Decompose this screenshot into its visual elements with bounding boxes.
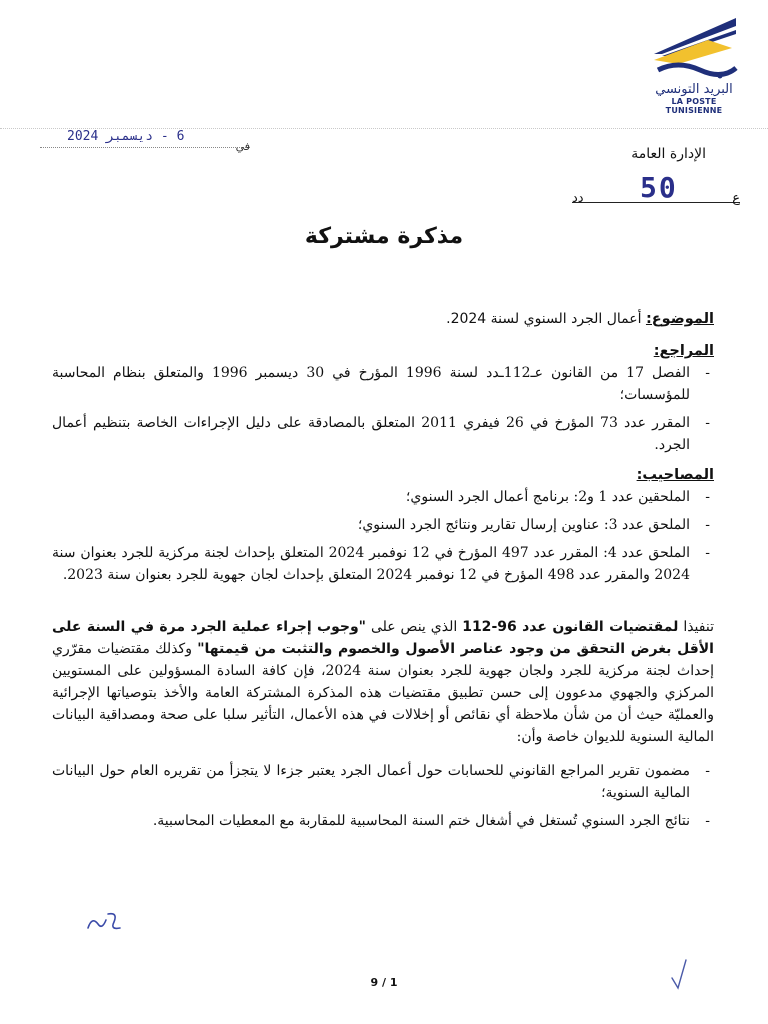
logo-french-text: LA POSTE TUNISIENNE [665,97,723,115]
la-poste-logo [644,14,744,115]
date-prefix: في [235,140,250,153]
ref-label-dad: دد [572,191,584,206]
paragraph-law-reference: لمقتضيات القانون عدد 96-112 [462,619,679,635]
attachments-heading: المصاحيب: [636,467,714,483]
final-item: - مضمون تقرير المراجع القانوني للحسابات حول أعمال الجرد يعتبر جزءا لا يتجزأ من تقريره العام حول البيانات المالية السنوية؛ [52,760,714,804]
reference-item: - الفصل 17 من القانون عـ112ـدد لسنة 1996 المؤرخ في 30 ديسمبر 1996 والمتعلق بنظام المحاسبة للمؤسسات؛ [52,362,714,406]
logo-arabic-text: البريد التونسي [655,82,733,97]
reference-number-field [572,171,740,209]
handwritten-date: 6 - ديسمبر 2024 [67,129,185,144]
memo-body [52,308,714,840]
administration-label: الإدارة العامة [631,146,706,162]
reference-item: - المقرر عدد 73 المؤرخ في 26 فيفري 2011 المتعلق بالمصادقة على دليل الإجراءات الخاصة بتنظيم أعمال الجرد. [52,412,714,456]
subject-label: الموضوع: [645,311,714,327]
attachments-section [52,464,714,586]
attachment-item: - الملحقين عدد 1 و2: برنامج أعمال الجرد السنوي؛ [52,486,714,508]
paragraph-quote: "وجوب إجراء عملية الجرد مرة في السنة على الأقل بغرض التحقق من وجود عناصر الأصول والخصوم والتثبت من قيمتها" [52,619,714,657]
subject-line [52,308,714,330]
ref-label-ain: ع [732,191,740,206]
handwritten-initials [84,906,124,936]
attachment-item: - الملحق عدد 4: المقرر عدد 497 المؤرخ في 12 نوفمبر 2024 المتعلق بإحداث لجنة مركزية للجرد بعنوان سنة 2024 والمقرر عدد 498 المؤرخ في 12 نوفمبر 2024 المتعلق بإحداث لجان جهوية للجرد بعنوان سنة 2023. [52,542,714,586]
page-number: 9 / 1 [370,976,398,989]
la-poste-emblem-icon [648,14,740,80]
final-item: - نتائج الجرد السنوي تُستغل في أشغال ختم السنة المحاسبية للمقاربة مع المعطيات المحاسبية. [52,810,714,832]
document-title: مذكرة مشتركة [304,224,464,249]
attachment-item: - الملحق عدد 3: عناوين إرسال تقارير ونتائج الجرد السنوي؛ [52,514,714,536]
subject-value: أعمال الجرد السنوي لسنة 2024. [446,311,642,327]
paragraph-text: الذي ينص على [365,619,463,635]
date-field [40,128,250,153]
references-heading: المراجع: [653,343,714,359]
paragraph-text: وكذلك مقتضيات مقرّري إحداث لجنة مركزية للجرد ولجان جهوية للجرد بعنوان سنة 2024، فإن كافة السادة المسؤولين على المستويين المركزي والجهوي مدعوون إلى حسن تطبيق مقتضيات هذه المذكرة المشتركة العامة والأخذ بتوصياتها الإجرائية والعمليّة حيث أن من شأن ملاحظة أي نقائص أو إخلالات في هذه الأعمال، التأثير سلبا على صحة ومصداقية البيانات المالية السنوية للديوان خاصة وأن: [52,641,715,745]
reference-number: 50 [640,171,678,204]
references-section [52,340,714,456]
paragraph-text: تنفيذا [678,619,714,635]
main-paragraph [52,616,714,748]
